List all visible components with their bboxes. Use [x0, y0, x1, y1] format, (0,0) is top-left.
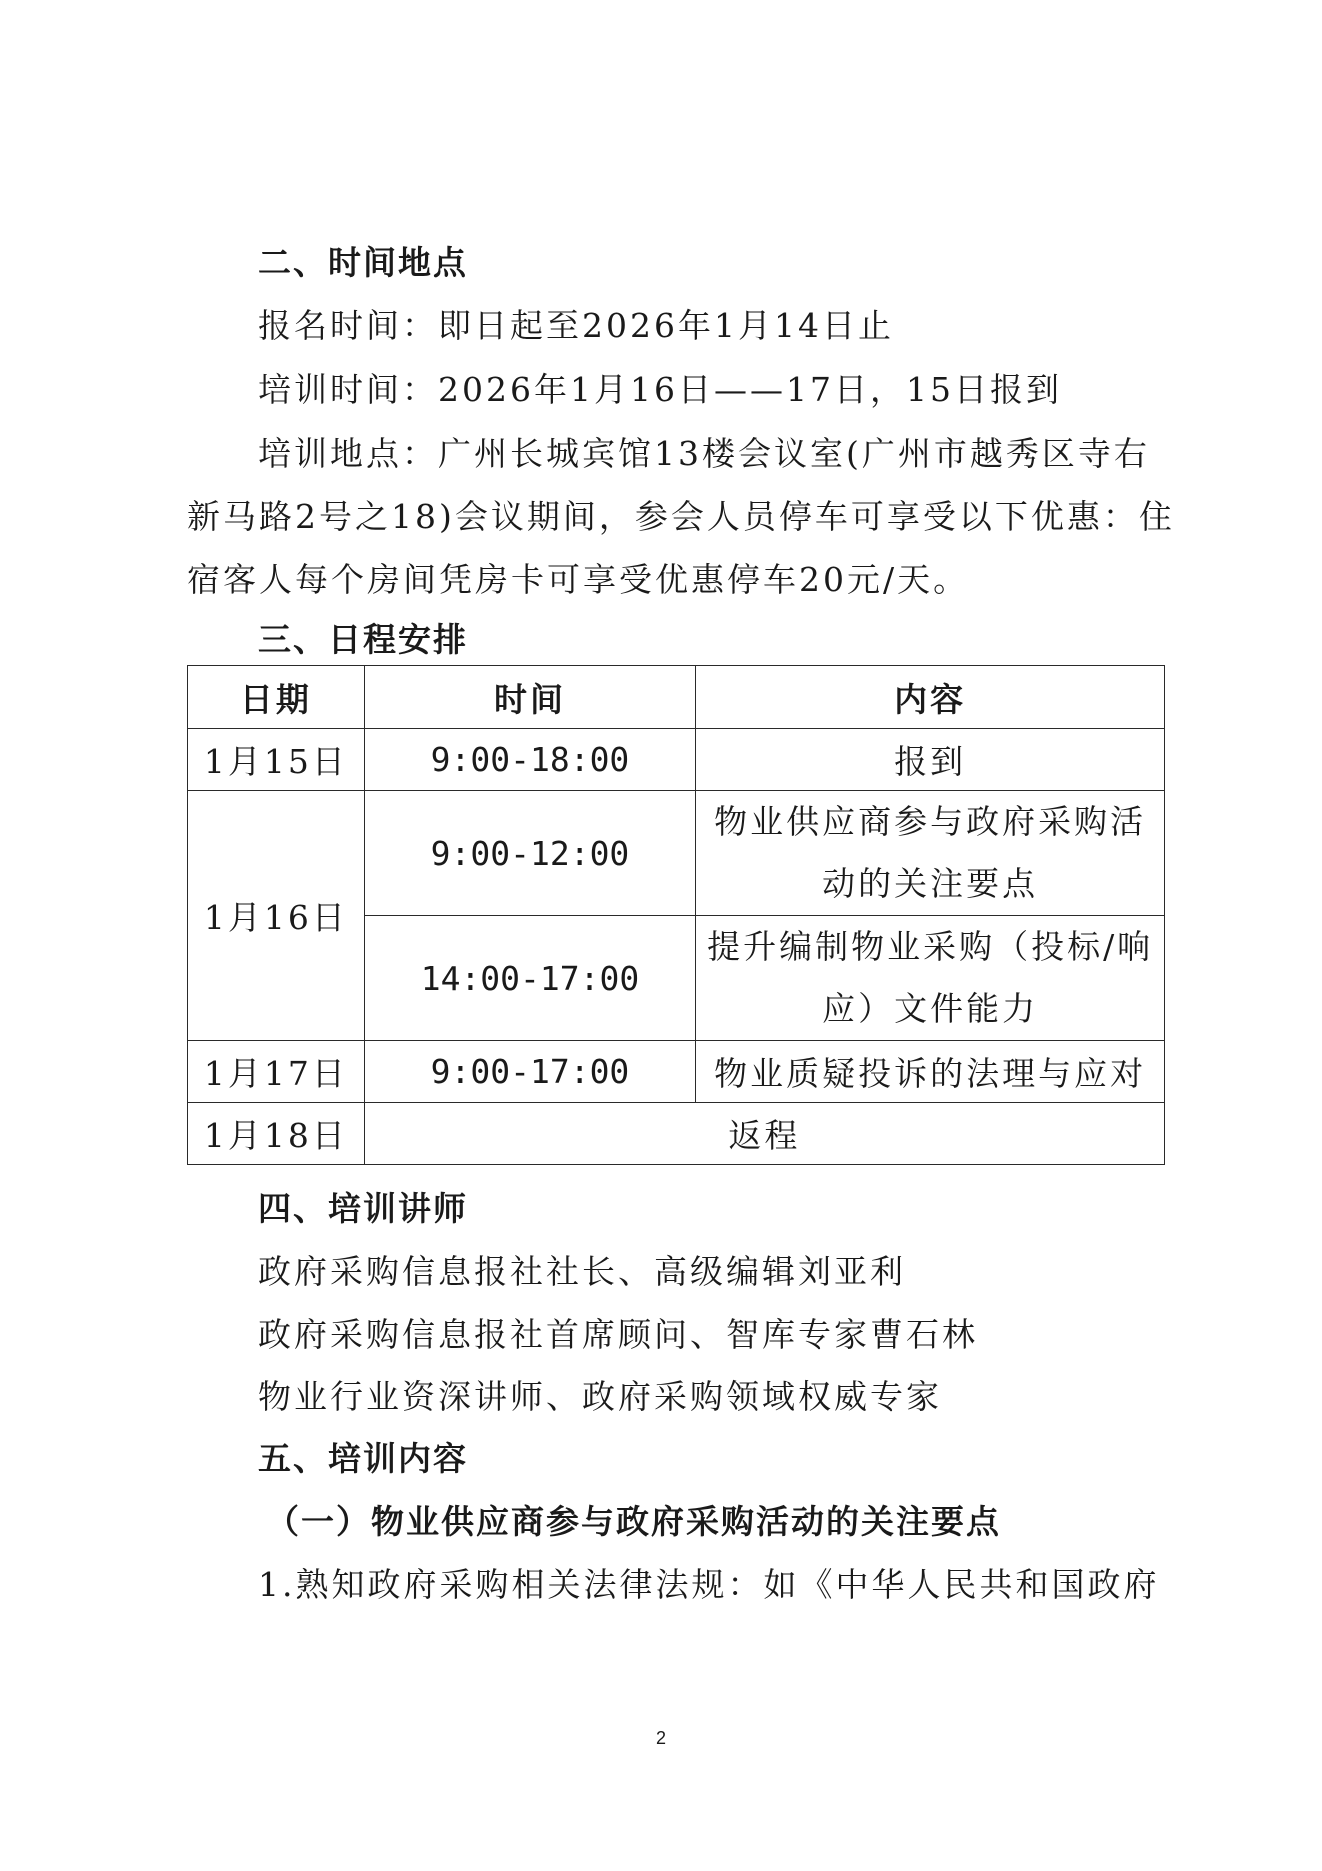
cell-content: 报到: [696, 729, 1165, 791]
training-time: 培训时间：2026年1月16日——17日，15日报到: [258, 370, 1062, 409]
training-location-line-2: 新马路2号之18)会议期间，参会人员停车可享受以下优惠：住: [187, 497, 1175, 536]
cell-content-line: 应）文件能力: [822, 989, 1039, 1028]
section-heading-lecturers: 四、培训讲师: [258, 1189, 468, 1228]
registration-time: 报名时间：即日起至2026年1月14日止: [258, 306, 894, 345]
lecturer-item: 政府采购信息报社社长、高级编辑刘亚利: [258, 1252, 906, 1291]
cell-time: 9:00-12:00: [364, 791, 696, 916]
cell-date: 1月17日: [188, 1041, 365, 1103]
header-time: 时间: [364, 666, 696, 729]
cell-content-line: 提升编制物业采购（投标/响: [707, 927, 1154, 966]
header-date: 日期: [188, 666, 365, 729]
cell-date: 1月16日: [188, 791, 365, 1041]
cell-content: 物业质疑投诉的法理与应对: [696, 1041, 1165, 1103]
page-number: 2: [655, 1728, 666, 1748]
training-location-line-3: 宿客人每个房间凭房卡可享受优惠停车20元/天。: [187, 560, 970, 599]
table-row: [188, 1103, 1165, 1165]
cell-date: 1月15日: [188, 729, 365, 791]
section-heading-time-location: 二、时间地点: [258, 243, 468, 282]
subsection-heading: （一）物业供应商参与政府采购活动的关注要点: [266, 1502, 1001, 1541]
table-row: [188, 1041, 1165, 1103]
cell-content: [696, 791, 1165, 916]
table-row: [188, 729, 1165, 791]
header-content: 内容: [696, 666, 1165, 729]
lecturer-item: 物业行业资深讲师、政府采购领域权威专家: [258, 1377, 942, 1416]
section-heading-content: 五、培训内容: [258, 1439, 468, 1478]
table-header-row: [188, 666, 1165, 729]
content-item-1: 1.熟知政府采购相关法律法规：如《中华人民共和国政府: [258, 1565, 1160, 1604]
training-location-line-1: 培训地点：广州长城宾馆13楼会议室(广州市越秀区寺右: [258, 434, 1150, 473]
lecturer-item: 政府采购信息报社首席顾问、智库专家曹石林: [258, 1315, 978, 1354]
cell-date: 1月18日: [188, 1103, 365, 1165]
cell-time: 9:00-18:00: [364, 729, 696, 791]
cell-content-line: 动的关注要点: [822, 864, 1039, 903]
schedule-table: [187, 665, 1165, 1165]
cell-content: 返程: [364, 1103, 1164, 1165]
cell-content-line: 物业供应商参与政府采购活: [714, 802, 1147, 841]
table-row: [188, 791, 1165, 916]
section-heading-schedule: 三、日程安排: [258, 620, 468, 659]
cell-time: 14:00-17:00: [364, 916, 696, 1041]
cell-time: 9:00-17:00: [364, 1041, 696, 1103]
cell-content: [696, 916, 1165, 1041]
